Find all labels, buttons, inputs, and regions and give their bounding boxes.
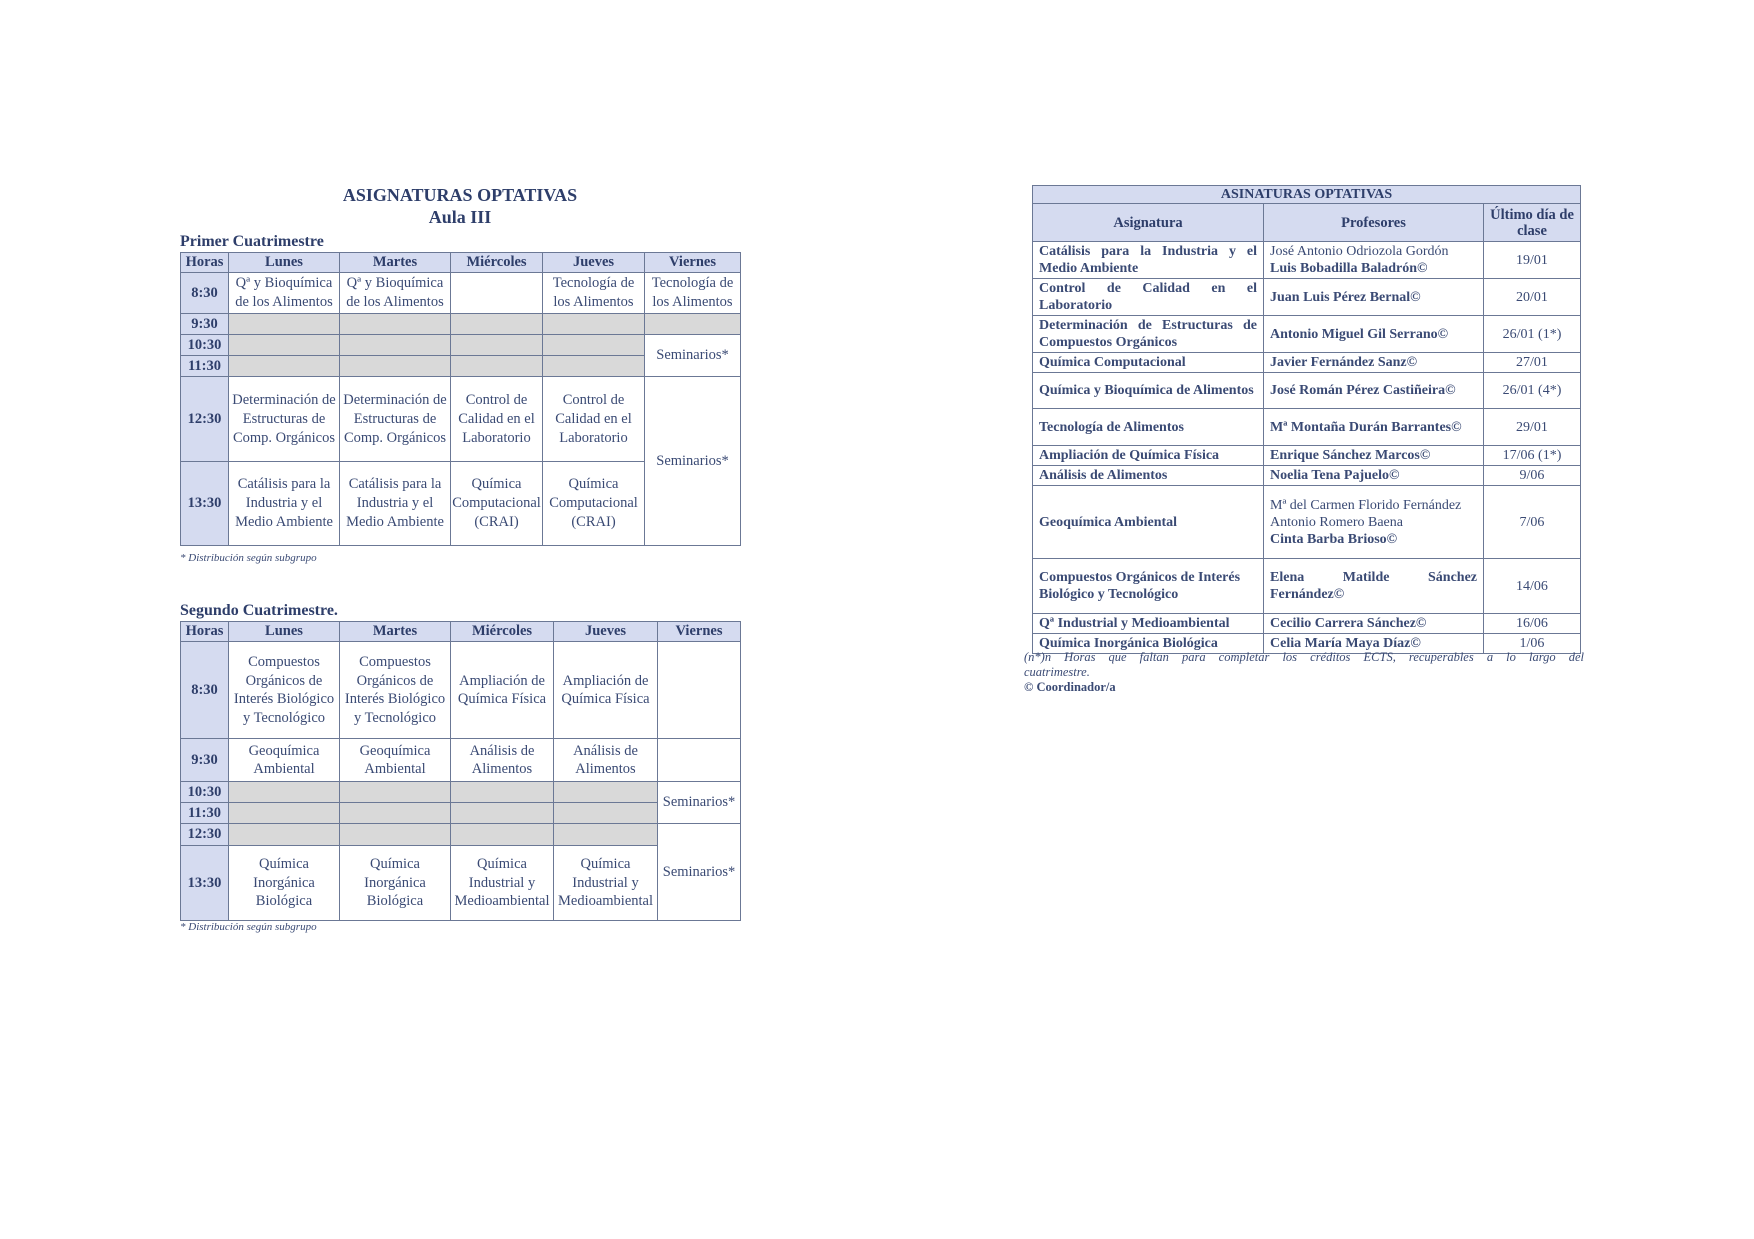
class-cell: Análisis de Alimentos — [554, 739, 658, 782]
distribution-note: * Distribución según subgrupo — [180, 552, 317, 564]
empty-cell — [229, 314, 340, 335]
class-cell: Tecnología de los Alimentos — [543, 273, 645, 314]
class-cell: Catálisis para la Industria y el Medio Ambiente — [229, 462, 340, 546]
subtitle-line: Aula III — [428, 207, 492, 227]
class-cell: Ampliación de Química Física — [451, 642, 554, 739]
table-row — [181, 377, 741, 462]
empty-cell — [451, 782, 554, 803]
class-cell: Control de Calidad en el Laboratorio — [543, 377, 645, 462]
subject-cell: Control de Calidad en el Laboratorio — [1033, 279, 1264, 316]
professor-cell: José Román Pérez Castiñeira© — [1264, 373, 1484, 409]
header-martes: Martes — [340, 622, 451, 642]
professor-cell: Antonio Miguel Gil Serrano© — [1264, 316, 1484, 353]
table-row — [1033, 316, 1581, 353]
empty-cell — [340, 314, 451, 335]
footnotes — [1024, 650, 1584, 695]
hour-cell: 9:30 — [181, 314, 229, 335]
hour-cell: 12:30 — [181, 824, 229, 846]
empty-cell — [229, 335, 340, 356]
header-viernes: Viernes — [645, 253, 741, 273]
professor-cell: Javier Fernández Sanz© — [1264, 353, 1484, 373]
class-cell: Compuestos Orgánicos de Interés Biológico y Tecnológico — [340, 642, 451, 739]
hour-cell: 8:30 — [181, 642, 229, 739]
class-cell: Química Computacional (CRAI) — [451, 462, 543, 546]
date-cell: 26/01 (4*) — [1484, 373, 1581, 409]
hour-cell: 8:30 — [181, 273, 229, 314]
header-ultimo-dia: Último día de clase — [1484, 204, 1581, 242]
class-cell: Análisis de Alimentos — [451, 739, 554, 782]
empty-cell — [340, 356, 451, 377]
table-row — [181, 846, 741, 921]
empty-cell — [554, 782, 658, 803]
hour-cell: 10:30 — [181, 782, 229, 803]
date-cell: 9/06 — [1484, 466, 1581, 486]
header-horas: Horas — [181, 622, 229, 642]
class-cell: Control de Calidad en el Laboratorio — [451, 377, 543, 462]
subject-cell: Tecnología de Alimentos — [1033, 409, 1264, 446]
empty-cell — [229, 803, 340, 824]
coordinator-name: Cinta Barba Brioso© — [1270, 531, 1398, 547]
second-semester-schedule — [180, 621, 741, 921]
subject-cell — [1033, 559, 1264, 614]
header-martes: Martes — [340, 253, 451, 273]
empty-cell — [229, 356, 340, 377]
professor-cell: Mª Montaña Durán Barrantes© — [1264, 409, 1484, 446]
class-cell: Química Industrial y Medioambiental — [451, 846, 554, 921]
class-cell: Qª y Bioquímica de los Alimentos — [229, 273, 340, 314]
title-line: ASIGNATURAS OPTATIVAS — [342, 185, 578, 205]
professor-name: Mª del Carmen Florido Fernández — [1270, 497, 1462, 513]
professor-cell — [1264, 242, 1484, 279]
hour-cell: 11:30 — [181, 356, 229, 377]
header-horas: Horas — [181, 253, 229, 273]
date-cell: 7/06 — [1484, 486, 1581, 559]
date-cell: 1/06 — [1484, 634, 1581, 654]
date-cell: 16/06 — [1484, 614, 1581, 634]
table-row — [1033, 466, 1581, 486]
hour-cell: 10:30 — [181, 335, 229, 356]
seminarios-cell: Seminarios* — [645, 377, 741, 546]
subject-cell: Química Inorgánica Biológica — [1033, 634, 1264, 654]
class-cell: Química Industrial y Medioambiental — [554, 846, 658, 921]
electives-table — [1032, 185, 1581, 654]
table-row — [181, 273, 741, 314]
date-cell: 17/06 (1*) — [1484, 446, 1581, 466]
professor-cell: Cecilio Carrera Sánchez© — [1264, 614, 1484, 634]
professor-cell: Enrique Sánchez Marcos© — [1264, 446, 1484, 466]
subject-line: Compuestos Orgánicos de Interés — [1039, 570, 1241, 585]
table-row — [1033, 353, 1581, 373]
first-semester-schedule — [180, 252, 741, 546]
subject-cell: Química Computacional — [1033, 353, 1264, 373]
empty-cell — [554, 824, 658, 846]
table-row — [181, 739, 741, 782]
empty-cell — [229, 782, 340, 803]
table-row — [1033, 242, 1581, 279]
table-row — [1033, 373, 1581, 409]
coordinator-name: Luis Bobadilla Baladrón© — [1270, 261, 1428, 276]
class-cell — [658, 642, 741, 739]
header-miercoles: Miércoles — [451, 253, 543, 273]
table-row — [1033, 279, 1581, 316]
empty-cell — [340, 803, 451, 824]
second-semester-heading: Segundo Cuatrimestre. — [180, 602, 338, 619]
subject-line: Biológico y Tecnológico — [1039, 587, 1179, 602]
page-title — [260, 184, 660, 228]
table-header-row — [181, 622, 741, 642]
hour-cell: 13:30 — [181, 846, 229, 921]
class-cell: Determinación de Estructuras de Comp. Orgánicos — [229, 377, 340, 462]
header-viernes: Viernes — [658, 622, 741, 642]
subject-cell: Catálisis para la Industria y el Medio Ambiente — [1033, 242, 1264, 279]
seminarios-cell: Seminarios* — [645, 335, 741, 377]
class-cell: Geoquímica Ambiental — [340, 739, 451, 782]
empty-cell — [451, 803, 554, 824]
date-cell: 27/01 — [1484, 353, 1581, 373]
hour-cell: 11:30 — [181, 803, 229, 824]
class-cell: Catálisis para la Industria y el Medio Ambiente — [340, 462, 451, 546]
empty-cell — [543, 356, 645, 377]
ects-footnote: (n*)n Horas que faltan para completar los créditos ECTS, recuperables a lo largo del — [1024, 650, 1584, 664]
class-cell: Química Inorgánica Biológica — [229, 846, 340, 921]
empty-cell — [554, 803, 658, 824]
subject-cell: Geoquímica Ambiental — [1033, 486, 1264, 559]
table-row — [1033, 614, 1581, 634]
empty-cell — [645, 314, 741, 335]
coordinator-legend: © Coordinador/a — [1024, 680, 1116, 694]
table-row — [181, 782, 741, 803]
class-cell: Compuestos Orgánicos de Interés Biológico y Tecnológico — [229, 642, 340, 739]
table-row — [181, 314, 741, 335]
date-cell: 29/01 — [1484, 409, 1581, 446]
class-cell: Química Inorgánica Biológica — [340, 846, 451, 921]
table-row — [1033, 409, 1581, 446]
electives-title-row — [1033, 186, 1581, 204]
empty-cell — [340, 782, 451, 803]
date-cell: 19/01 — [1484, 242, 1581, 279]
subject-cell: Determinación de Estructuras de Compuestos Orgánicos — [1033, 316, 1264, 353]
subject-cell: Qª Industrial y Medioambiental — [1033, 614, 1264, 634]
subject-cell: Ampliación de Química Física — [1033, 446, 1264, 466]
header-lunes: Lunes — [229, 253, 340, 273]
electives-title: ASINATURAS OPTATIVAS — [1033, 186, 1581, 204]
class-cell: Química Computacional (CRAI) — [543, 462, 645, 546]
professor-name: José Antonio Odriozola Gordón — [1270, 244, 1449, 259]
table-row — [181, 335, 741, 356]
class-cell — [658, 739, 741, 782]
header-miercoles: Miércoles — [451, 622, 554, 642]
class-cell: Determinación de Estructuras de Comp. Orgánicos — [340, 377, 451, 462]
subject-cell: Química y Bioquímica de Alimentos — [1033, 373, 1264, 409]
professor-cell — [1264, 486, 1484, 559]
empty-cell — [451, 314, 543, 335]
table-row — [1033, 559, 1581, 614]
empty-cell — [451, 356, 543, 377]
header-jueves: Jueves — [554, 622, 658, 642]
ects-footnote-continuation: cuatrimestre. — [1024, 665, 1090, 679]
class-cell: Qª y Bioquímica de los Alimentos — [340, 273, 451, 314]
header-asignatura: Asignatura — [1033, 204, 1264, 242]
date-cell: 14/06 — [1484, 559, 1581, 614]
header-jueves: Jueves — [543, 253, 645, 273]
date-cell: 26/01 (1*) — [1484, 316, 1581, 353]
professor-cell: Elena Matilde Sánchez Fernández© — [1264, 559, 1484, 614]
hour-cell: 12:30 — [181, 377, 229, 462]
empty-cell — [543, 335, 645, 356]
table-row — [181, 642, 741, 739]
professor-name: Antonio Romero Baena — [1270, 514, 1403, 530]
empty-cell — [451, 824, 554, 846]
first-semester-heading: Primer Cuatrimestre — [180, 233, 324, 250]
class-cell: Tecnología de los Alimentos — [645, 273, 741, 314]
empty-cell — [340, 335, 451, 356]
professor-cell: Noelia Tena Pajuelo© — [1264, 466, 1484, 486]
seminarios-cell: Seminarios* — [658, 824, 741, 921]
professor-cell: Juan Luis Pérez Bernal© — [1264, 279, 1484, 316]
professor-cell: Celia María Maya Díaz© — [1264, 634, 1484, 654]
header-lunes: Lunes — [229, 622, 340, 642]
table-header-row — [181, 253, 741, 273]
empty-cell — [451, 335, 543, 356]
empty-cell — [229, 824, 340, 846]
table-row — [181, 824, 741, 846]
subject-cell: Análisis de Alimentos — [1033, 466, 1264, 486]
table-row — [1033, 486, 1581, 559]
hour-cell: 9:30 — [181, 739, 229, 782]
table-row — [181, 803, 741, 824]
empty-cell — [340, 824, 451, 846]
class-cell — [451, 273, 543, 314]
table-header-row — [1033, 204, 1581, 242]
date-cell: 20/01 — [1484, 279, 1581, 316]
class-cell: Ampliación de Química Física — [554, 642, 658, 739]
table-row — [1033, 446, 1581, 466]
hour-cell: 13:30 — [181, 462, 229, 546]
seminarios-cell: Seminarios* — [658, 782, 741, 824]
class-cell: Geoquímica Ambiental — [229, 739, 340, 782]
empty-cell — [543, 314, 645, 335]
distribution-note: * Distribución según subgrupo — [180, 921, 317, 933]
header-profesores: Profesores — [1264, 204, 1484, 242]
